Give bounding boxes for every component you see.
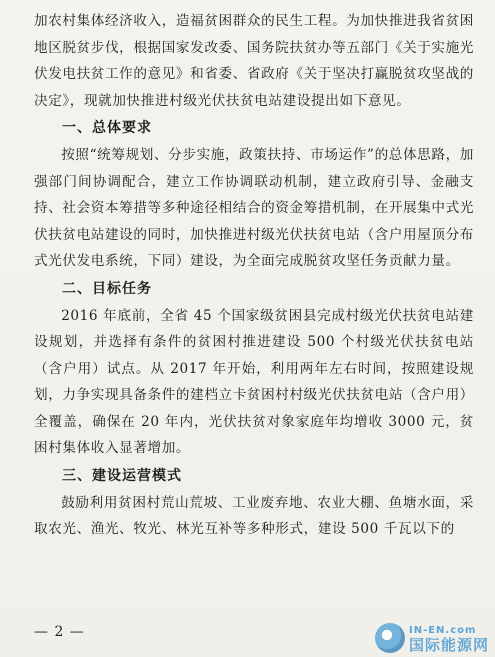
section3-paragraph: 鼓励利用贫困村荒山荒坡、工业废弃地、农业大棚、鱼塘水面，采取农光、渔光、牧光、林光互补等多种形式，建设 500 千瓦以下的 <box>34 494 474 537</box>
watermark-cn: 国际能源网 <box>408 636 489 654</box>
document-body <box>34 8 474 543</box>
section-heading-general-requirements: 一、总体要求 <box>62 120 152 136</box>
section-heading-operation-mode: 三、建设运营模式 <box>62 467 182 484</box>
section-heading-targets: 二、目标任务 <box>62 280 152 297</box>
watermark-en: IN-EN.com <box>408 625 477 636</box>
intro-paragraph: 加农村集体经济收入，造福贫困群众的民生工程。为加快推进我省贫困地区脱贫步伐，根据国家发改委、国务院扶贫办等五部门《关于实施光伏发电扶贫工作的意见》和省委、省政府《关于坚决打赢脱贫攻坚战的决定》，现就加快推进村级光伏扶贫电站建设提出如下意见。 <box>34 13 475 109</box>
globe-logo-icon <box>375 623 405 653</box>
watermark-text <box>409 624 489 652</box>
watermark <box>375 623 489 653</box>
page-number: — 2 — <box>34 624 85 640</box>
section2-paragraph: 2016 年底前，全省 45 个国家级贫困县完成村级光伏扶贫电站建设规划，并选择有条件的贫困村推进建设 500 个村级光伏扶贫电站（含户用）试点。从 2017 年开始，利用两年左右时间，按照建设规划，力争实现具备条件的建档立卡贫困村村级光伏扶贫电站（含户用）全覆盖，确保在 20 年内，光伏扶贫对象家庭年均增收 3000 元，贫困村集体收入显著增加。 <box>34 307 475 456</box>
section1-paragraph: 按照“统筹规划、分步实施，政策扶持、市场运作”的总体思路，加强部门间协调配合，建立工作协调联动机制，建立政府引导、金融支持、社会资本筹措等多种途径相结合的资金筹措机制，在开展集中式光伏扶贫电站建设的同时，加快推进村级光伏扶贫电站（含户用屋顶分布式光伏发电系统，下同）建设，为全面完成脱贫攻坚任务贡献力量。 <box>34 147 475 269</box>
